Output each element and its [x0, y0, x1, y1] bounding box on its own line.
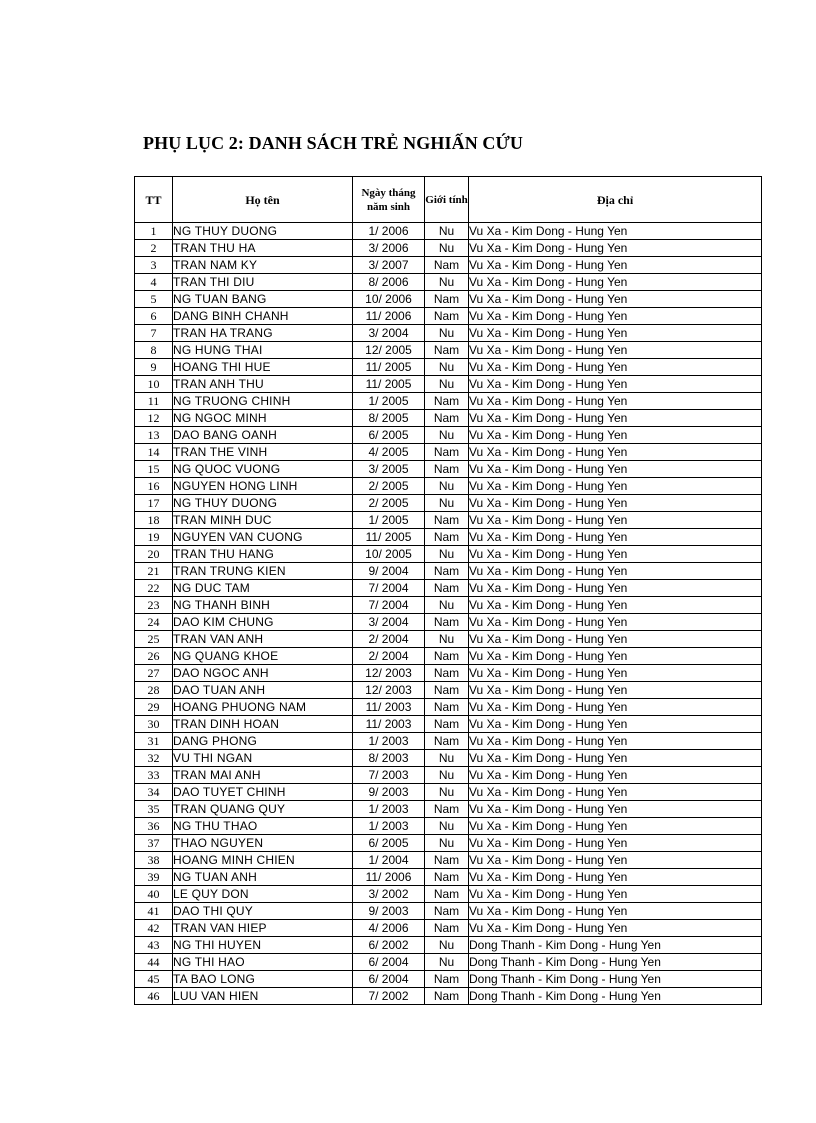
gender: Nu: [425, 750, 469, 767]
gender: Nam: [425, 733, 469, 750]
address: Vu Xa - Kim Dong - Hung Yen: [469, 257, 762, 274]
table-row: [135, 903, 762, 920]
gender: Nu: [425, 597, 469, 614]
gender: Nu: [425, 325, 469, 342]
table-row: [135, 971, 762, 988]
child-name: DANG BINH CHANH: [173, 308, 353, 325]
address: Vu Xa - Kim Dong - Hung Yen: [469, 308, 762, 325]
child-name: TRAN THI DIU: [173, 274, 353, 291]
gender: Nu: [425, 631, 469, 648]
child-name: DAO TUYET CHINH: [173, 784, 353, 801]
child-name: NG HUNG THAI: [173, 342, 353, 359]
birth-date: 9/ 2004: [353, 563, 425, 580]
child-name: TRAN NAM KY: [173, 257, 353, 274]
birth-date: 3/ 2002: [353, 886, 425, 903]
gender: Nu: [425, 274, 469, 291]
birth-date: 11/ 2005: [353, 529, 425, 546]
table-row: [135, 495, 762, 512]
row-number: 31: [135, 733, 173, 750]
table-row: [135, 733, 762, 750]
address: Vu Xa - Kim Dong - Hung Yen: [469, 393, 762, 410]
table-row: [135, 767, 762, 784]
table-row: [135, 648, 762, 665]
gender: Nam: [425, 342, 469, 359]
gender: Nam: [425, 920, 469, 937]
birth-date: 7/ 2002: [353, 988, 425, 1005]
table-row: [135, 223, 762, 240]
birth-date: 11/ 2003: [353, 716, 425, 733]
table-row: [135, 240, 762, 257]
row-number: 12: [135, 410, 173, 427]
header-sex: Giới tính: [425, 177, 469, 223]
header-address: Địa chỉ: [469, 177, 762, 223]
header-dob: Ngày tháng năm sinh: [353, 177, 425, 223]
gender: Nam: [425, 529, 469, 546]
header-name: Họ tên: [173, 177, 353, 223]
table-row: [135, 614, 762, 631]
header-tt: TT: [135, 177, 173, 223]
birth-date: 10/ 2005: [353, 546, 425, 563]
birth-date: 9/ 2003: [353, 903, 425, 920]
table-row: [135, 325, 762, 342]
row-number: 9: [135, 359, 173, 376]
gender: Nu: [425, 376, 469, 393]
birth-date: 4/ 2005: [353, 444, 425, 461]
birth-date: 2/ 2005: [353, 495, 425, 512]
birth-date: 3/ 2004: [353, 325, 425, 342]
row-number: 1: [135, 223, 173, 240]
birth-date: 11/ 2003: [353, 699, 425, 716]
child-name: TRAN THE VINH: [173, 444, 353, 461]
table-row: [135, 716, 762, 733]
birth-date: 7/ 2003: [353, 767, 425, 784]
row-number: 14: [135, 444, 173, 461]
table-row: [135, 988, 762, 1005]
birth-date: 6/ 2002: [353, 937, 425, 954]
table-row: [135, 665, 762, 682]
row-number: 28: [135, 682, 173, 699]
birth-date: 11/ 2005: [353, 376, 425, 393]
table-row: [135, 563, 762, 580]
row-number: 2: [135, 240, 173, 257]
row-number: 19: [135, 529, 173, 546]
address: Vu Xa - Kim Dong - Hung Yen: [469, 546, 762, 563]
child-name: LUU VAN HIEN: [173, 988, 353, 1005]
gender: Nam: [425, 291, 469, 308]
gender: Nam: [425, 444, 469, 461]
table-row: [135, 580, 762, 597]
birth-date: 12/ 2005: [353, 342, 425, 359]
gender: Nu: [425, 767, 469, 784]
row-number: 26: [135, 648, 173, 665]
address: Vu Xa - Kim Dong - Hung Yen: [469, 478, 762, 495]
row-number: 6: [135, 308, 173, 325]
gender: Nu: [425, 784, 469, 801]
address: Vu Xa - Kim Dong - Hung Yen: [469, 410, 762, 427]
address: Dong Thanh - Kim Dong - Hung Yen: [469, 937, 762, 954]
child-name: NGUYEN VAN CUONG: [173, 529, 353, 546]
row-number: 36: [135, 818, 173, 835]
address: Vu Xa - Kim Dong - Hung Yen: [469, 818, 762, 835]
table-row: [135, 393, 762, 410]
gender: Nam: [425, 563, 469, 580]
row-number: 20: [135, 546, 173, 563]
birth-date: 8/ 2003: [353, 750, 425, 767]
address: Vu Xa - Kim Dong - Hung Yen: [469, 461, 762, 478]
row-number: 40: [135, 886, 173, 903]
address: Vu Xa - Kim Dong - Hung Yen: [469, 682, 762, 699]
birth-date: 1/ 2003: [353, 733, 425, 750]
row-number: 5: [135, 291, 173, 308]
gender: Nam: [425, 410, 469, 427]
row-number: 33: [135, 767, 173, 784]
address: Vu Xa - Kim Dong - Hung Yen: [469, 495, 762, 512]
birth-date: 11/ 2006: [353, 869, 425, 886]
table-row: [135, 410, 762, 427]
birth-date: 6/ 2004: [353, 954, 425, 971]
birth-date: 7/ 2004: [353, 580, 425, 597]
address: Vu Xa - Kim Dong - Hung Yen: [469, 376, 762, 393]
child-name: TRAN QUANG QUY: [173, 801, 353, 818]
address: Vu Xa - Kim Dong - Hung Yen: [469, 325, 762, 342]
birth-date: 3/ 2005: [353, 461, 425, 478]
birth-date: 1/ 2004: [353, 852, 425, 869]
child-name: THAO NGUYEN: [173, 835, 353, 852]
gender: Nam: [425, 869, 469, 886]
birth-date: 8/ 2006: [353, 274, 425, 291]
child-name: DAO TUAN ANH: [173, 682, 353, 699]
table-row: [135, 478, 762, 495]
address: Vu Xa - Kim Dong - Hung Yen: [469, 784, 762, 801]
gender: Nu: [425, 223, 469, 240]
child-name: NG THU THAO: [173, 818, 353, 835]
child-name: TRAN VAN ANH: [173, 631, 353, 648]
row-number: 46: [135, 988, 173, 1005]
table-row: [135, 920, 762, 937]
table-row: [135, 512, 762, 529]
address: Vu Xa - Kim Dong - Hung Yen: [469, 444, 762, 461]
address: Vu Xa - Kim Dong - Hung Yen: [469, 665, 762, 682]
gender: Nam: [425, 971, 469, 988]
child-name: NG THUY DUONG: [173, 223, 353, 240]
table-header-row: [135, 177, 762, 223]
birth-date: 3/ 2004: [353, 614, 425, 631]
row-number: 25: [135, 631, 173, 648]
row-number: 17: [135, 495, 173, 512]
table-row: [135, 954, 762, 971]
child-name: DANG PHONG: [173, 733, 353, 750]
child-name: HOANG PHUONG NAM: [173, 699, 353, 716]
birth-date: 2/ 2004: [353, 648, 425, 665]
gender: Nam: [425, 648, 469, 665]
address: Vu Xa - Kim Dong - Hung Yen: [469, 716, 762, 733]
birth-date: 9/ 2003: [353, 784, 425, 801]
gender: Nu: [425, 359, 469, 376]
child-name: NG NGOC MINH: [173, 410, 353, 427]
row-number: 35: [135, 801, 173, 818]
birth-date: 1/ 2003: [353, 818, 425, 835]
row-number: 10: [135, 376, 173, 393]
birth-date: 6/ 2004: [353, 971, 425, 988]
birth-date: 1/ 2006: [353, 223, 425, 240]
gender: Nu: [425, 427, 469, 444]
birth-date: 6/ 2005: [353, 835, 425, 852]
child-name: TRAN DINH HOAN: [173, 716, 353, 733]
birth-date: 4/ 2006: [353, 920, 425, 937]
child-name: DAO THI QUY: [173, 903, 353, 920]
address: Vu Xa - Kim Dong - Hung Yen: [469, 903, 762, 920]
table-row: [135, 597, 762, 614]
address: Vu Xa - Kim Dong - Hung Yen: [469, 920, 762, 937]
address: Vu Xa - Kim Dong - Hung Yen: [469, 529, 762, 546]
gender: Nam: [425, 308, 469, 325]
child-name: NG THI HUYEN: [173, 937, 353, 954]
child-name: TRAN VAN HIEP: [173, 920, 353, 937]
child-name: NGUYEN HONG LINH: [173, 478, 353, 495]
birth-date: 12/ 2003: [353, 682, 425, 699]
row-number: 16: [135, 478, 173, 495]
gender: Nam: [425, 699, 469, 716]
table-row: [135, 359, 762, 376]
address: Vu Xa - Kim Dong - Hung Yen: [469, 886, 762, 903]
row-number: 42: [135, 920, 173, 937]
child-name: TRAN MAI ANH: [173, 767, 353, 784]
address: Vu Xa - Kim Dong - Hung Yen: [469, 359, 762, 376]
table-row: [135, 852, 762, 869]
gender: Nam: [425, 665, 469, 682]
row-number: 43: [135, 937, 173, 954]
gender: Nam: [425, 580, 469, 597]
table-row: [135, 444, 762, 461]
gender: Nu: [425, 835, 469, 852]
table-row: [135, 682, 762, 699]
address: Vu Xa - Kim Dong - Hung Yen: [469, 291, 762, 308]
child-name: NG QUOC VUONG: [173, 461, 353, 478]
row-number: 23: [135, 597, 173, 614]
address: Vu Xa - Kim Dong - Hung Yen: [469, 274, 762, 291]
gender: Nam: [425, 614, 469, 631]
table-row: [135, 529, 762, 546]
child-name: NG DUC TAM: [173, 580, 353, 597]
address: Vu Xa - Kim Dong - Hung Yen: [469, 767, 762, 784]
row-number: 38: [135, 852, 173, 869]
address: Vu Xa - Kim Dong - Hung Yen: [469, 342, 762, 359]
address: Vu Xa - Kim Dong - Hung Yen: [469, 869, 762, 886]
table-row: [135, 546, 762, 563]
child-name: DAO BANG OANH: [173, 427, 353, 444]
birth-date: 3/ 2007: [353, 257, 425, 274]
address: Vu Xa - Kim Dong - Hung Yen: [469, 699, 762, 716]
child-name: NG QUANG KHOE: [173, 648, 353, 665]
table-row: [135, 869, 762, 886]
child-name: TRAN ANH THU: [173, 376, 353, 393]
child-name: TRAN HA TRANG: [173, 325, 353, 342]
child-name: TRAN THU HANG: [173, 546, 353, 563]
gender: Nam: [425, 903, 469, 920]
row-number: 3: [135, 257, 173, 274]
gender: Nam: [425, 886, 469, 903]
birth-date: 11/ 2006: [353, 308, 425, 325]
child-name: HOANG THI HUE: [173, 359, 353, 376]
child-name: VU THI NGAN: [173, 750, 353, 767]
child-name: DAO NGOC ANH: [173, 665, 353, 682]
birth-date: 8/ 2005: [353, 410, 425, 427]
address: Vu Xa - Kim Dong - Hung Yen: [469, 750, 762, 767]
child-name: LE QUY DON: [173, 886, 353, 903]
birth-date: 2/ 2005: [353, 478, 425, 495]
birth-date: 3/ 2006: [353, 240, 425, 257]
address: Vu Xa - Kim Dong - Hung Yen: [469, 563, 762, 580]
row-number: 34: [135, 784, 173, 801]
address: Dong Thanh - Kim Dong - Hung Yen: [469, 971, 762, 988]
child-name: TRAN MINH DUC: [173, 512, 353, 529]
table-row: [135, 835, 762, 852]
row-number: 30: [135, 716, 173, 733]
child-name: NG TUAN ANH: [173, 869, 353, 886]
address: Vu Xa - Kim Dong - Hung Yen: [469, 648, 762, 665]
row-number: 4: [135, 274, 173, 291]
gender: Nam: [425, 682, 469, 699]
table-row: [135, 427, 762, 444]
address: Vu Xa - Kim Dong - Hung Yen: [469, 733, 762, 750]
row-number: 27: [135, 665, 173, 682]
address: Vu Xa - Kim Dong - Hung Yen: [469, 512, 762, 529]
table-row: [135, 699, 762, 716]
gender: Nam: [425, 801, 469, 818]
birth-date: 10/ 2006: [353, 291, 425, 308]
row-number: 8: [135, 342, 173, 359]
gender: Nam: [425, 852, 469, 869]
gender: Nam: [425, 393, 469, 410]
table-row: [135, 308, 762, 325]
row-number: 32: [135, 750, 173, 767]
birth-date: 6/ 2005: [353, 427, 425, 444]
child-name: NG TRUONG CHINH: [173, 393, 353, 410]
table-row: [135, 342, 762, 359]
table-row: [135, 376, 762, 393]
gender: Nu: [425, 240, 469, 257]
gender: Nu: [425, 937, 469, 954]
child-name: TA BAO LONG: [173, 971, 353, 988]
gender: Nu: [425, 546, 469, 563]
birth-date: 2/ 2004: [353, 631, 425, 648]
child-name: NG THI HAO: [173, 954, 353, 971]
birth-date: 7/ 2004: [353, 597, 425, 614]
gender: Nu: [425, 495, 469, 512]
row-number: 21: [135, 563, 173, 580]
table-row: [135, 750, 762, 767]
address: Vu Xa - Kim Dong - Hung Yen: [469, 223, 762, 240]
address: Vu Xa - Kim Dong - Hung Yen: [469, 614, 762, 631]
child-name: TRAN TRUNG KIEN: [173, 563, 353, 580]
row-number: 37: [135, 835, 173, 852]
address: Vu Xa - Kim Dong - Hung Yen: [469, 580, 762, 597]
table-row: [135, 818, 762, 835]
row-number: 13: [135, 427, 173, 444]
table-row: [135, 784, 762, 801]
child-name: NG THUY DUONG: [173, 495, 353, 512]
row-number: 22: [135, 580, 173, 597]
gender: Nam: [425, 716, 469, 733]
birth-date: 1/ 2005: [353, 512, 425, 529]
table-row: [135, 257, 762, 274]
address: Vu Xa - Kim Dong - Hung Yen: [469, 835, 762, 852]
address: Vu Xa - Kim Dong - Hung Yen: [469, 852, 762, 869]
row-number: 24: [135, 614, 173, 631]
address: Vu Xa - Kim Dong - Hung Yen: [469, 427, 762, 444]
table-row: [135, 291, 762, 308]
row-number: 18: [135, 512, 173, 529]
birth-date: 12/ 2003: [353, 665, 425, 682]
birth-date: 1/ 2005: [353, 393, 425, 410]
address: Vu Xa - Kim Dong - Hung Yen: [469, 240, 762, 257]
row-number: 41: [135, 903, 173, 920]
row-number: 45: [135, 971, 173, 988]
row-number: 11: [135, 393, 173, 410]
row-number: 7: [135, 325, 173, 342]
page-title: PHỤ LỤC 2: DANH SÁCH TRẺ NGHIẤN CỨU: [143, 133, 524, 153]
birth-date: 1/ 2003: [353, 801, 425, 818]
gender: Nu: [425, 818, 469, 835]
child-name: NG THANH BINH: [173, 597, 353, 614]
gender: Nu: [425, 478, 469, 495]
gender: Nu: [425, 954, 469, 971]
table-row: [135, 886, 762, 903]
address: Dong Thanh - Kim Dong - Hung Yen: [469, 954, 762, 971]
address: Dong Thanh - Kim Dong - Hung Yen: [469, 988, 762, 1005]
row-number: 44: [135, 954, 173, 971]
child-name: DAO KIM CHUNG: [173, 614, 353, 631]
child-name: NG TUAN BANG: [173, 291, 353, 308]
table-row: [135, 274, 762, 291]
address: Vu Xa - Kim Dong - Hung Yen: [469, 597, 762, 614]
children-list-table: [134, 176, 762, 1005]
table-body: [135, 223, 762, 1005]
table-row: [135, 461, 762, 478]
table-row: [135, 631, 762, 648]
table-row: [135, 937, 762, 954]
birth-date: 11/ 2005: [353, 359, 425, 376]
address: Vu Xa - Kim Dong - Hung Yen: [469, 631, 762, 648]
table-row: [135, 801, 762, 818]
gender: Nam: [425, 512, 469, 529]
gender: Nam: [425, 461, 469, 478]
row-number: 29: [135, 699, 173, 716]
child-name: TRAN THU HA: [173, 240, 353, 257]
row-number: 15: [135, 461, 173, 478]
gender: Nam: [425, 257, 469, 274]
row-number: 39: [135, 869, 173, 886]
address: Vu Xa - Kim Dong - Hung Yen: [469, 801, 762, 818]
child-name: HOANG MINH CHIEN: [173, 852, 353, 869]
gender: Nam: [425, 988, 469, 1005]
